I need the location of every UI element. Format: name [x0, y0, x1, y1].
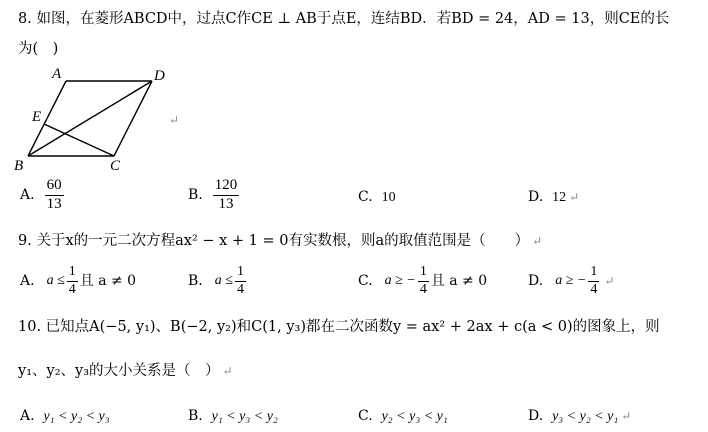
fraction-num: 1 — [418, 265, 429, 282]
option-pre: a ≥ − — [555, 273, 587, 289]
q9-stem-text: 9. 关于x的一元二次方程ax² − x + 1 = 0有实数根，则a的取值范围是（ ） — [18, 233, 530, 249]
return-mark: ↵ — [222, 364, 233, 378]
fraction-den: 4 — [590, 281, 598, 297]
option-letter: C. — [358, 408, 373, 424]
option-value: 12 — [552, 190, 567, 205]
option-pre: a ≤ — [214, 273, 233, 289]
label-D: D — [154, 68, 165, 84]
fraction-num: 1 — [588, 265, 599, 282]
q10-stem-line1: 10. 已知点A(−5, y₁)、B(−2, y₂)和C(1, y₃)都在二次函数y = ax² + 2ax + c(a < 0)的图象上，则 — [18, 319, 660, 335]
q8-option-b[interactable] — [188, 178, 241, 213]
q9-stem — [18, 234, 542, 249]
return-mark: ↵ — [532, 234, 543, 248]
fraction-den: 4 — [68, 281, 76, 297]
fraction-den: 13 — [46, 195, 62, 212]
fraction-den: 4 — [236, 281, 244, 297]
q10-stem-line2 — [18, 364, 233, 379]
q10-option-d[interactable] — [528, 409, 631, 424]
option-letter: A. — [20, 408, 35, 424]
option-post: 且 a ≠ 0 — [430, 273, 488, 290]
option-letter: B. — [188, 408, 203, 424]
q10-option-c[interactable] — [358, 409, 448, 424]
return-mark: ↵ — [569, 190, 580, 204]
option-letter: C. — [358, 273, 373, 290]
fraction-num: 60 — [45, 178, 64, 196]
option-value: y₁ < y₂ < y₃ — [43, 409, 110, 424]
fraction-num: 1 — [67, 265, 78, 282]
option-pre: a ≥ − — [384, 273, 416, 289]
q8-stem-line1: 8. 如图，在菱形ABCD中，过点C作CE ⊥ AB于点E，连结BD．若BD = 24，AD = 13，则CE的长 — [18, 11, 670, 27]
option-post: 且 a ≠ 0 — [79, 273, 137, 290]
rhombus-figure — [14, 64, 174, 176]
label-B: B — [14, 158, 24, 174]
option-letter: A. — [20, 187, 35, 204]
q8-option-a[interactable] — [20, 178, 66, 213]
q9-option-b[interactable] — [188, 265, 248, 297]
return-mark: ↵ — [604, 274, 615, 289]
fraction-den: 4 — [419, 281, 427, 297]
fraction-num: 120 — [213, 178, 240, 196]
option-value: y₂ < y₃ < y₁ — [381, 409, 448, 424]
q9-option-c[interactable] — [358, 265, 487, 297]
option-value: 10 — [381, 190, 396, 205]
q10-stem-line2-text: y₁、y₂、y₃的大小关系是（ ） — [18, 363, 220, 379]
option-letter: D. — [528, 189, 544, 205]
option-value: y₁ < y₃ < y₂ — [211, 409, 278, 424]
label-C: C — [110, 158, 121, 174]
label-A: A — [52, 66, 62, 82]
fraction-num: 1 — [235, 265, 246, 282]
q9-option-d[interactable] — [528, 265, 614, 297]
return-mark: ↵ — [621, 409, 632, 423]
option-letter: B. — [188, 187, 203, 204]
option-letter: A. — [20, 273, 35, 290]
option-letter: D. — [528, 408, 544, 424]
q8-stem-line2: 为( ) — [18, 41, 59, 57]
q9-option-a[interactable] — [20, 265, 136, 297]
label-E: E — [32, 109, 42, 125]
q8-option-d[interactable] — [528, 190, 579, 205]
return-mark: ↵ — [169, 113, 180, 127]
q10-option-a[interactable] — [20, 409, 110, 424]
option-pre: a ≤ — [46, 273, 65, 289]
q8-option-c[interactable] — [358, 190, 396, 205]
fraction-den: 13 — [218, 195, 234, 212]
option-letter: C. — [358, 189, 373, 205]
option-letter: D. — [528, 273, 544, 290]
q10-option-b[interactable] — [188, 409, 278, 424]
option-value: y₃ < y₂ < y₁ — [552, 409, 619, 424]
option-letter: B. — [188, 273, 203, 290]
